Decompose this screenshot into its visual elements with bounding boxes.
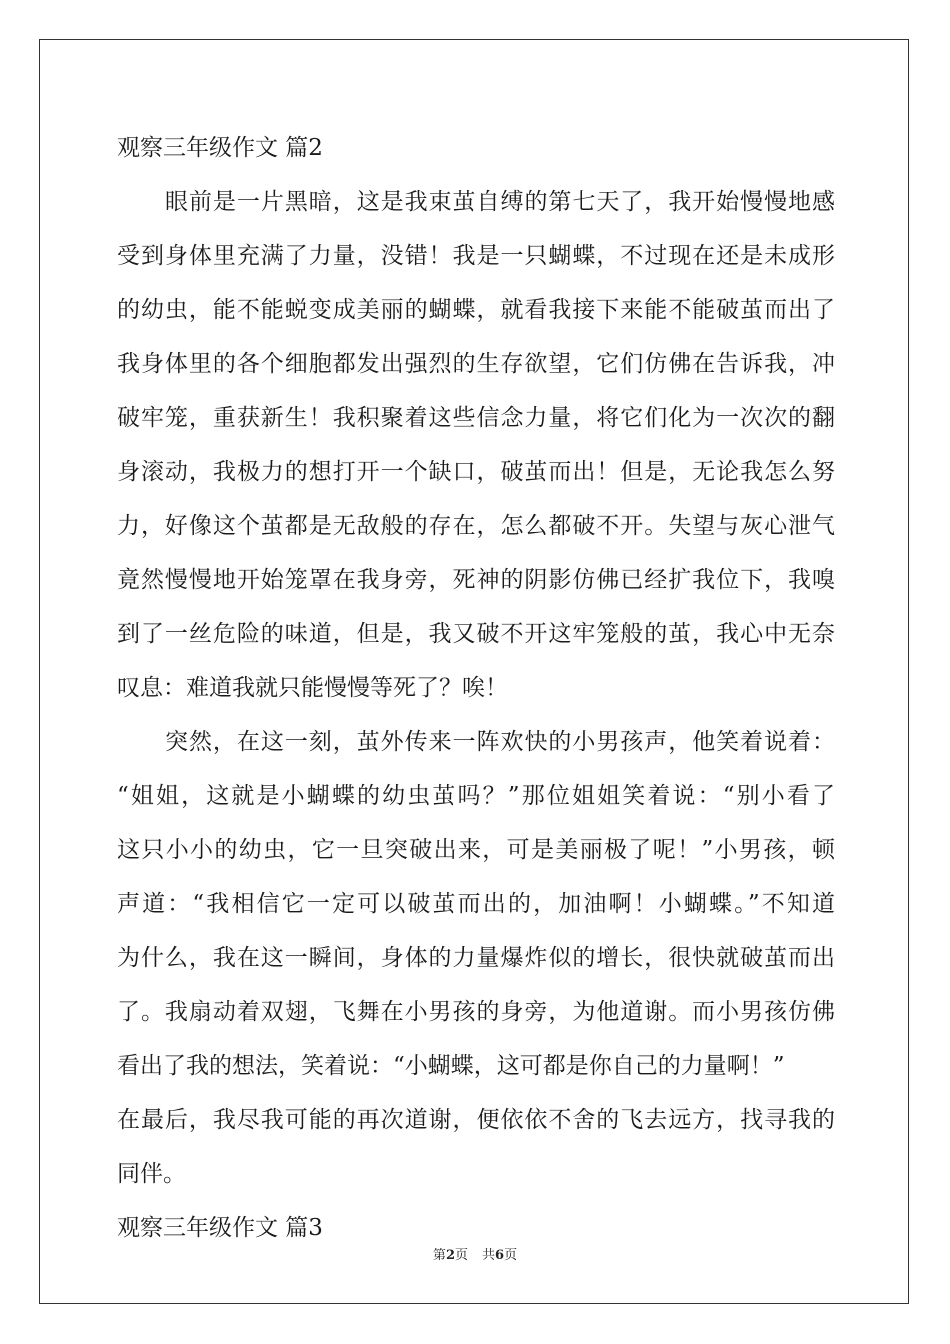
total-suffix: 页 <box>504 1248 518 1263</box>
text-line: 竟然慢慢地开始笼罩在我身旁，死神的阴影仿佛已经扩我位下，我嗅 <box>117 567 835 593</box>
text-line: 到了一丝危险的味道，但是，我又破不开这牢笼般的茧，我心中无奈 <box>117 621 835 647</box>
page-total <box>482 1248 517 1263</box>
current-page: 2 <box>445 1248 455 1263</box>
text-line: 为什么，我在这一瞬间，身体的力量爆炸似的增长，很快就破茧而出 <box>117 945 835 971</box>
text-line: 受到身体里充满了力量，没错！我是一只蝴蝶，不过现在还是未成形 <box>117 243 835 269</box>
text-line: 声道：“我相信它一定可以破茧而出的，加油啊！小蝴蝶。”不知道 <box>117 891 835 917</box>
text-line: 同伴。 <box>117 1161 186 1187</box>
document-body <box>117 121 835 1255</box>
text-line: 眼前是一片黑暗，这是我束茧自缚的第七天了，我开始慢慢地感 <box>165 189 835 215</box>
page-number <box>433 1248 468 1263</box>
section-heading: 观察三年级作文 篇3 <box>117 1215 323 1241</box>
text-line: 在最后，我尽我可能的再次道谢，便依依不舍的飞去远方，找寻我的 <box>117 1107 835 1133</box>
text-line: 力，好像这个茧都是无敌般的存在，怎么都破不开。失望与灰心泄气 <box>117 513 835 539</box>
total-prefix: 共 <box>482 1248 496 1263</box>
text-line: 破牢笼，重获新生！我积聚着这些信念力量，将它们化为一次次的翻 <box>117 405 835 431</box>
text-line: “姐姐，这就是小蝴蝶的幼虫茧吗？”那位姐姐笑着说：“别小看了 <box>117 783 835 809</box>
paragraph <box>117 715 835 1201</box>
text-line: 叹息：难道我就只能慢慢等死了？唉！ <box>117 675 508 701</box>
total-pages: 6 <box>495 1248 505 1263</box>
text-line: 的幼虫，能不能蜕变成美丽的蝴蝶，就看我接下来能不能破茧而出了 <box>117 297 835 323</box>
text-line: 我身体里的各个细胞都发出强烈的生存欲望，它们仿佛在告诉我，冲 <box>117 351 835 377</box>
paragraph <box>117 175 835 715</box>
text-line: 这只小小的幼虫，它一旦突破出来，可是美丽极了呢！”小男孩，顿 <box>117 837 835 863</box>
text-line: 突然，在这一刻，茧外传来一阵欢快的小男孩声，他笑着说着： <box>165 729 835 755</box>
page-footer <box>0 1244 950 1263</box>
text-line: 看出了我的想法，笑着说：“小蝴蝶，这可都是你自己的力量啊！” <box>117 1053 785 1079</box>
page-prefix: 第 <box>432 1248 446 1263</box>
section-heading: 观察三年级作文 篇2 <box>117 135 323 161</box>
text-line: 身滚动，我极力的想打开一个缺口，破茧而出！但是，无论我怎么努 <box>117 459 835 485</box>
page-suffix: 页 <box>454 1248 468 1263</box>
text-line: 了。我扇动着双翅，飞舞在小男孩的身旁，为他道谢。而小男孩仿佛 <box>117 999 835 1025</box>
